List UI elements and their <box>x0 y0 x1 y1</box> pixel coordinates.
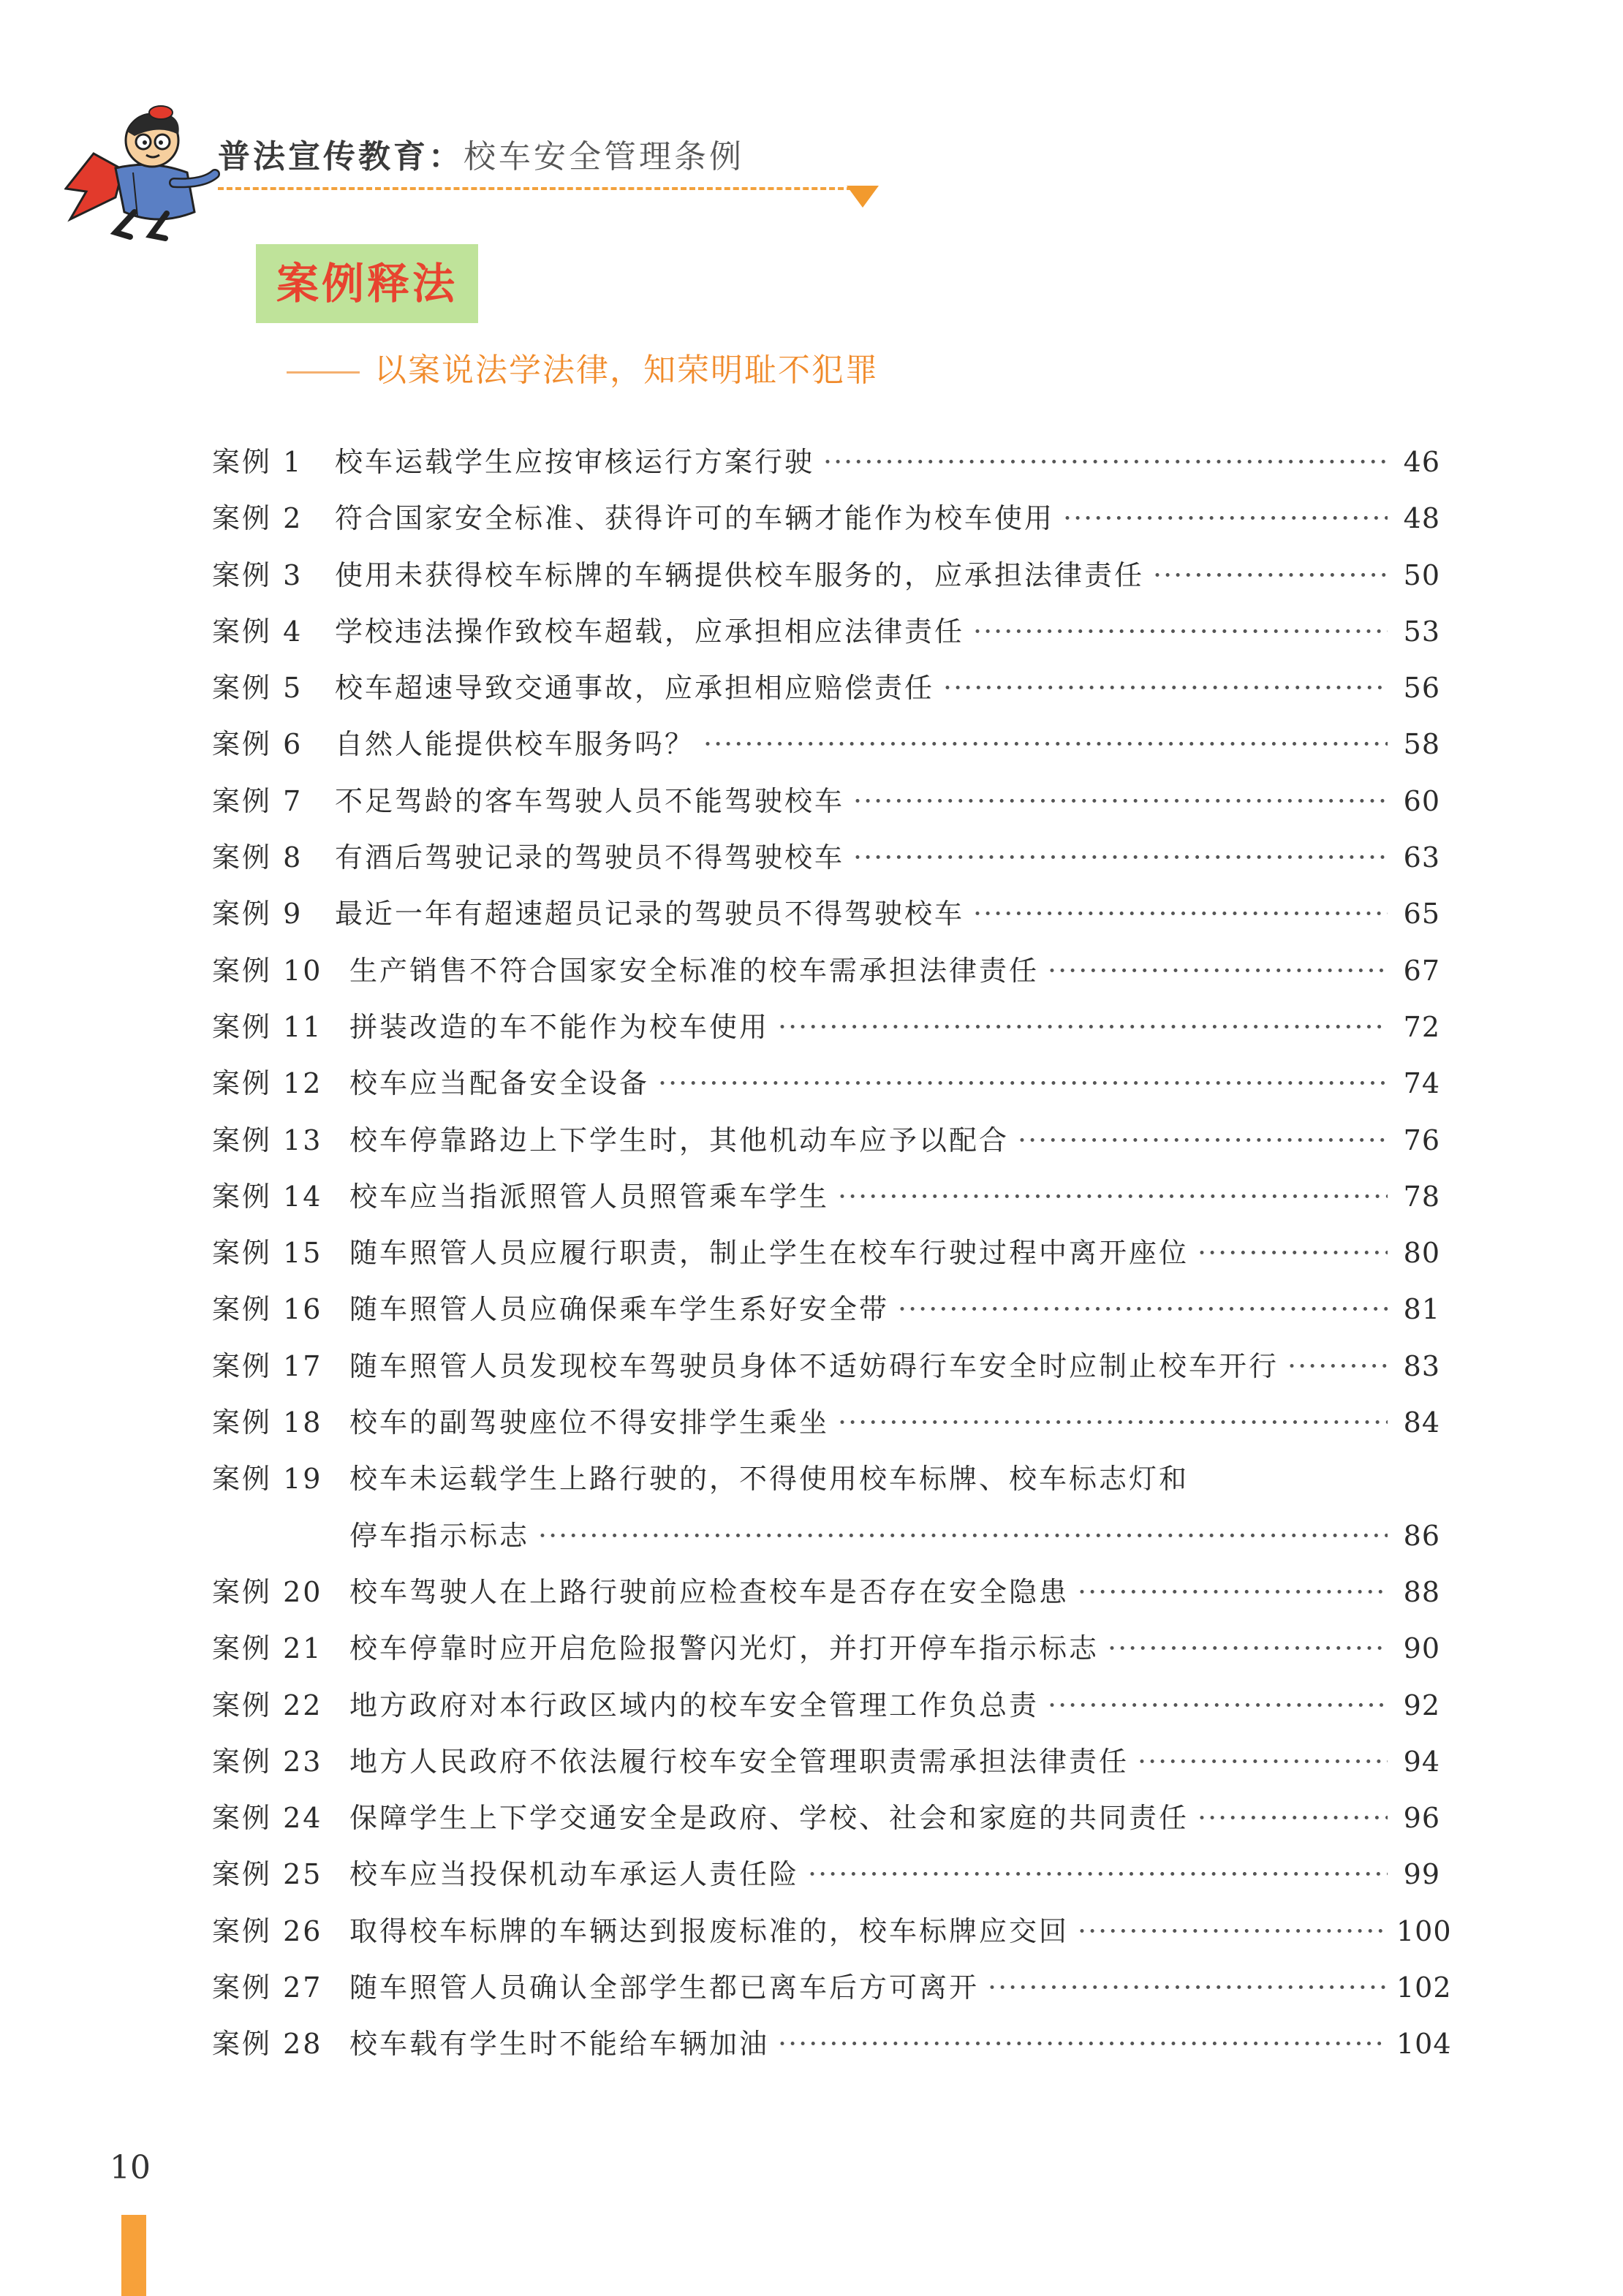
toc-entry-19[interactable]: 案例 19 校车未运载学生上路行驶的，不得使用校车标牌、校车标志灯和 停车指示标志 ····· 86 <box>212 1458 1440 1572</box>
toc-entry-9[interactable]: 案例 9 最近一年有超速超员记录的驾驶员不得驾驶校车 ····· 65 <box>212 893 1440 950</box>
mascot-icon <box>64 102 225 241</box>
toc-entry-28[interactable]: 案例 28 校车载有学生时不能给车辆加油 ····· 104 <box>212 2023 1440 2080</box>
table-of-contents <box>212 442 1452 2080</box>
toc-entry-11[interactable]: 案例 11 拼装改造的车不能作为校车使用 ····· 72 <box>212 1007 1440 1063</box>
toc-entry-27[interactable]: 案例 27 随车照管人员确认全部学生都已离车后方可离开 ····· 102 <box>212 1967 1440 2023</box>
toc-entry-4[interactable]: 案例 4 学校违法操作致校车超载，应承担相应法律责任 ····· 53 <box>212 611 1440 667</box>
toc-entry-7[interactable]: 案例 7 不足驾龄的客车驾驶人员不能驾驶校车 ····· 60 <box>212 781 1440 837</box>
toc-entry-24[interactable]: 案例 24 保障学生上下学交通安全是政府、学校、社会和家庭的共同责任 ····· 96 <box>212 1797 1440 1854</box>
toc-entry-8[interactable]: 案例 8 有酒后驾驶记录的驾驶员不得驾驶校车 ····· 63 <box>212 837 1440 893</box>
toc-entry-2[interactable]: 案例 2 符合国家安全标准、获得许可的车辆才能作为校车使用 ····· 48 <box>212 498 1440 554</box>
page-edge-bar <box>121 2215 146 2296</box>
series-title: 普法宣传教育：校车安全管理条例 <box>218 138 744 175</box>
toc-entry-13[interactable]: 案例 13 校车停靠路边上下学生时，其他机动车应予以配合 ····· 76 <box>212 1120 1440 1176</box>
toc-entry-10[interactable]: 案例 10 生产销售不符合国家安全标准的校车需承担法律责任 ····· 67 <box>212 950 1440 1007</box>
section-tag: 案例释法 <box>256 244 478 323</box>
triangle-marker-icon <box>847 186 879 208</box>
toc-entry-3[interactable]: 案例 3 使用未获得校车标牌的车辆提供校车服务的，应承担法律责任 ····· 50 <box>212 555 1440 611</box>
toc-entry-6[interactable]: 案例 6 自然人能提供校车服务吗？ ····· 58 <box>212 724 1440 780</box>
header-divider <box>218 187 852 190</box>
toc-entry-25[interactable]: 案例 25 校车应当投保机动车承运人责任险 ····· 99 <box>212 1854 1440 1910</box>
toc-entry-18[interactable]: 案例 18 校车的副驾驶座位不得安排学生乘坐 ····· 84 <box>212 1402 1440 1458</box>
page-number: 10 <box>110 2149 151 2186</box>
section-subtitle: 以案说法学法律，知荣明耻不犯罪 <box>287 344 879 390</box>
toc-entry-5[interactable]: 案例 5 校车超速导致交通事故，应承担相应赔偿责任 ····· 56 <box>212 667 1440 724</box>
toc-entry-12[interactable]: 案例 12 校车应当配备安全设备 ····· 74 <box>212 1063 1440 1119</box>
toc-entry-22[interactable]: 案例 22 地方政府对本行政区域内的校车安全管理工作负总责 ····· 92 <box>212 1685 1440 1741</box>
toc-entry-21[interactable]: 案例 21 校车停靠时应开启危险报警闪光灯，并打开停车指示标志 ····· 90 <box>212 1628 1440 1684</box>
toc-entry-15[interactable]: 案例 15 随车照管人员应履行职责，制止学生在校车行驶过程中离开座位 ····· 80 <box>212 1232 1440 1289</box>
toc-entry-16[interactable]: 案例 16 随车照管人员应确保乘车学生系好安全带 ····· 81 <box>212 1289 1440 1345</box>
toc-entry-26[interactable]: 案例 26 取得校车标牌的车辆达到报废标准的，校车标牌应交回 ····· 100 <box>212 1911 1440 1967</box>
toc-entry-20[interactable]: 案例 20 校车驾驶人在上路行驶前应检查校车是否存在安全隐患 ····· 88 <box>212 1572 1440 1628</box>
toc-entry-17[interactable]: 案例 17 随车照管人员发现校车驾驶员身体不适妨碍行车安全时应制止校车开行 ····· 83 <box>212 1346 1440 1402</box>
toc-entry-1[interactable]: 案例 1 校车运载学生应按审核运行方案行驶 ····· 46 <box>212 442 1440 498</box>
toc-entry-23[interactable]: 案例 23 地方人民政府不依法履行校车安全管理职责需承担法律责任 ····· 94 <box>212 1741 1440 1797</box>
toc-entry-14[interactable]: 案例 14 校车应当指派照管人员照管乘车学生 ····· 78 <box>212 1176 1440 1232</box>
